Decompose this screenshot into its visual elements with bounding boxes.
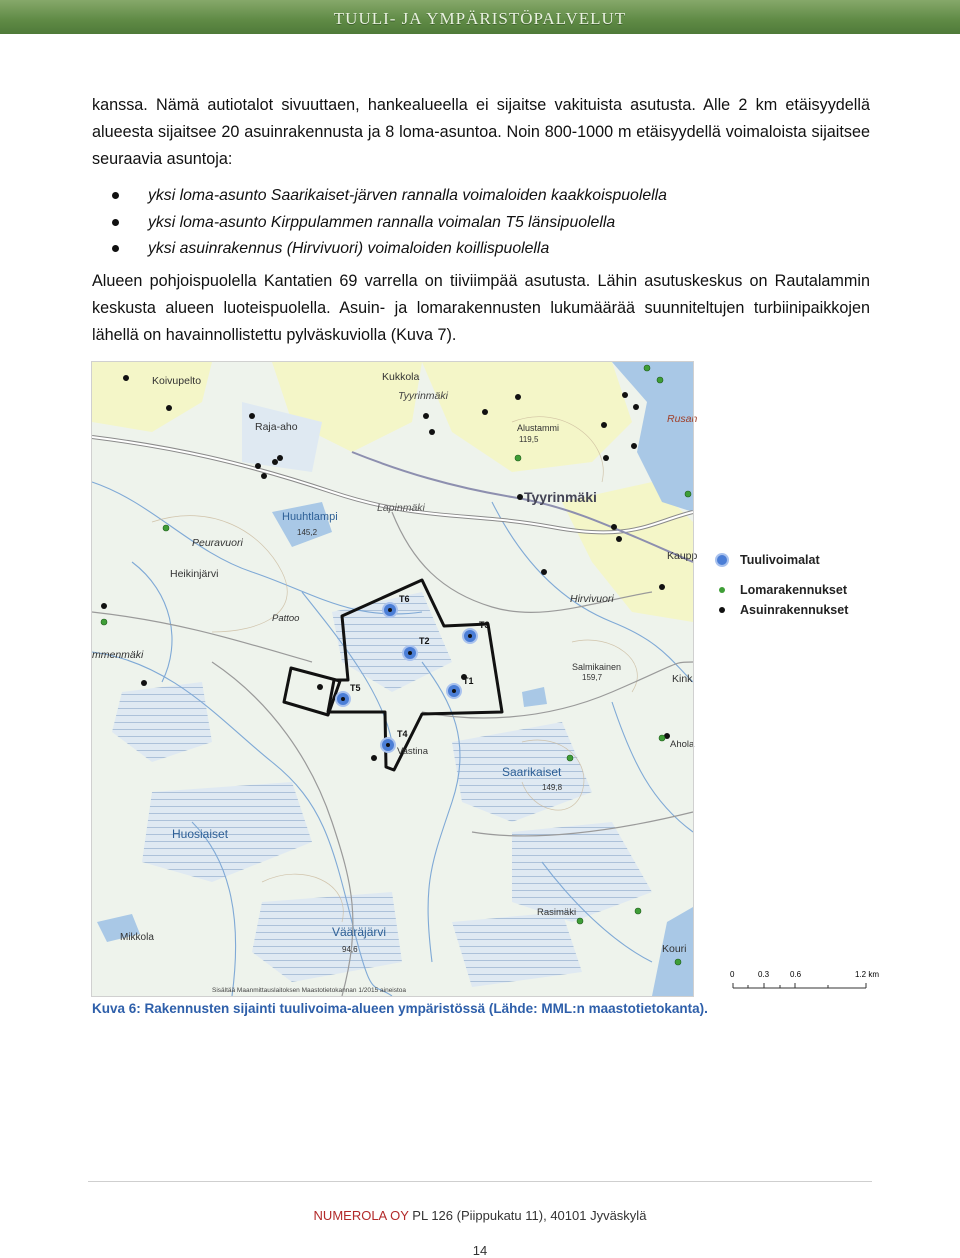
turbine-label: T1 bbox=[463, 676, 474, 686]
page-number: 14 bbox=[472, 1243, 488, 1258]
place-label: Hirvivuori bbox=[570, 593, 614, 605]
place-label: Vääräjärvi bbox=[332, 925, 387, 939]
footer-divider bbox=[88, 1181, 872, 1182]
legend-item-asuinrakennukset bbox=[710, 600, 848, 620]
place-label: Mikkola bbox=[120, 932, 154, 943]
scale-tick: 1.2 km bbox=[855, 970, 880, 979]
spot-height: 149,8 bbox=[542, 783, 563, 792]
place-label: Raja-aho bbox=[255, 421, 298, 433]
holiday-home-symbol-icon bbox=[719, 587, 725, 593]
map-copyright: Sisältää Maanmittauslaitoksen Maastotietokannan 1/2015 aineistoa bbox=[212, 987, 407, 994]
map-legend bbox=[710, 550, 848, 620]
legend-label: Asuinrakennukset bbox=[740, 603, 849, 617]
bullet-item: yksi loma-asunto Saarikaiset-järven rannalla voimaloiden kaakkoispuolella bbox=[112, 183, 667, 210]
bullet-list bbox=[112, 183, 667, 263]
spot-height: 159,7 bbox=[582, 673, 603, 682]
bullet-item: yksi asuinrakennus (Hirvivuori) voimaloiden koillispuolella bbox=[112, 236, 667, 263]
legend-item-lomarakennukset bbox=[710, 580, 848, 600]
spot-height: 119,5 bbox=[519, 435, 539, 444]
map-scalebar bbox=[728, 968, 888, 998]
place-label: Tyyrinmäki bbox=[524, 489, 597, 505]
scale-tick: 0.6 bbox=[790, 970, 802, 979]
place-label: Lapinmäki bbox=[377, 502, 425, 514]
footer-address: PL 126 (Piippukatu 11), 40101 Jyväskylä bbox=[408, 1208, 647, 1223]
residence-symbol-icon bbox=[719, 607, 725, 613]
place-label: Peuravuori bbox=[192, 537, 243, 549]
place-label: Alustammi bbox=[517, 423, 560, 433]
scalebar-svg bbox=[728, 968, 888, 998]
turbine-label: T4 bbox=[397, 729, 408, 739]
legend-label: Lomarakennukset bbox=[740, 583, 847, 597]
turbine-label: T5 bbox=[350, 683, 361, 693]
bullet-item: yksi loma-asunto Kirppulammen rannalla voimalan T5 länsipuolella bbox=[112, 210, 667, 237]
place-label: Vastina bbox=[397, 746, 428, 757]
intro-paragraph: kanssa. Nämä autiotalot sivuuttaen, hankealueella ei sijaitse vakituista asutusta. Alle 2 km etäisyydellä alueesta sijaitsee 20 asuinrakennusta ja 8 loma-asuntoa. Noin 800-1000 m etäisyydellä voimaloista sijaitsee seuraavia asuntoja: bbox=[92, 96, 870, 168]
place-label: Kouri bbox=[662, 943, 687, 955]
scale-tick: 0.3 bbox=[758, 970, 770, 979]
turbine-symbol-icon bbox=[715, 553, 729, 567]
footer-org: NUMEROLA OY bbox=[313, 1208, 409, 1223]
place-label: Huuhtlampi bbox=[282, 511, 338, 523]
place-label: Kaupp bbox=[667, 550, 698, 562]
header-bar bbox=[0, 0, 960, 34]
map-svg bbox=[92, 362, 698, 996]
spot-height: 145,2 bbox=[297, 528, 318, 537]
turbine-label: T6 bbox=[399, 594, 410, 604]
turbine-label: T3 bbox=[479, 620, 490, 630]
place-label: Ahola bbox=[670, 739, 695, 750]
spot-height: 94,6 bbox=[342, 945, 358, 954]
legend-item-tuulivoimalat bbox=[710, 550, 848, 570]
place-label: Pattoo bbox=[272, 613, 300, 624]
turbine-label: T2 bbox=[419, 636, 430, 646]
place-label: Kukkola bbox=[382, 371, 420, 383]
place-label: Rusan bbox=[667, 413, 698, 425]
map-figure bbox=[92, 362, 698, 996]
header-title: TUULI- JA YMPÄRISTÖPALVELUT bbox=[333, 9, 627, 28]
place-label: Saarikaiset bbox=[502, 765, 562, 779]
place-label: Tyyrinmäki bbox=[398, 390, 448, 402]
legend-label: Tuulivoimalat bbox=[740, 553, 820, 567]
place-label: Kink bbox=[672, 673, 693, 685]
place-label: Salmikainen bbox=[572, 662, 622, 672]
figure-caption: Kuva 6: Rakennusten sijainti tuulivoima-alueen ympäristössä (Lähde: MML:n maastotietokanta). bbox=[92, 1001, 708, 1016]
place-label: mmenmäki bbox=[92, 649, 144, 661]
place-label: Huosiaiset bbox=[172, 827, 229, 841]
place-label: Koivupelto bbox=[152, 375, 202, 387]
place-label: Rasimäki bbox=[537, 907, 577, 918]
scale-tick: 0 bbox=[730, 970, 735, 979]
second-paragraph: Alueen pohjoispuolella Kantatien 69 varrella on tiiviimpää asutusta. Lähin asutuskeskus on Rautalammin keskusta alueen luoteispuolella. Asuin- ja lomarakennusten lukumäärää suunniteltujen turbiinipaikkojen lähellä on havainnollistettu pylväskuviolla (Kuva 7). bbox=[92, 272, 870, 344]
footer bbox=[0, 1208, 960, 1223]
place-label: Heikinjärvi bbox=[170, 568, 219, 580]
